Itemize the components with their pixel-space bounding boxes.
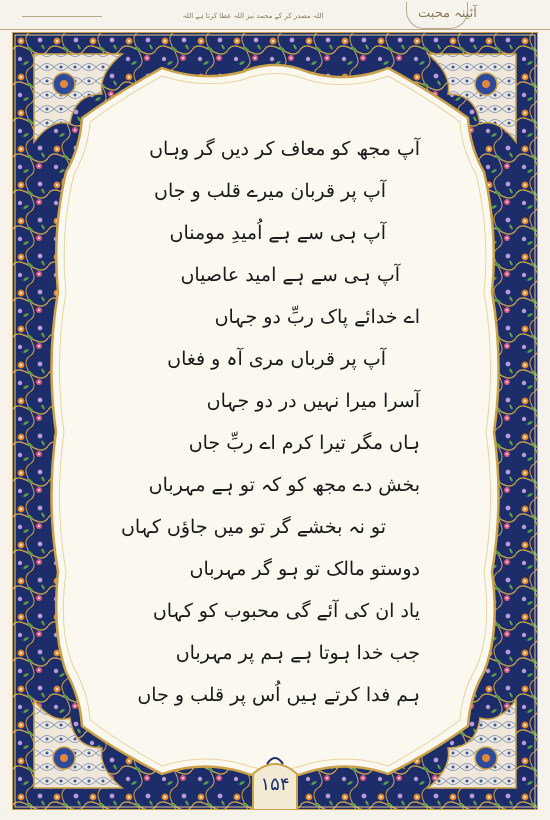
verse-line: تو نہ بخشے گر تو میں جاؤں کہاں — [120, 516, 386, 538]
verse-line: ہاں مگر تیرا کرم اے ربِّ جاں — [188, 432, 420, 454]
verse-line: یاد ان کی آئے گی محبوب کو کہاں — [152, 600, 420, 622]
verse-line: ہم فدا کرتے ہیں اُس پر قلب و جاں — [137, 684, 420, 706]
header-motto: اللہ مصدر کر کے محمد نیز اللہ عطا کرتا ہے اللہ — [182, 12, 324, 20]
verse-line: آپ ہی سے ہے اُمیدِ مومناں — [169, 222, 386, 244]
verse-line: آپ مجھ کو معاف کر دیں گر وہاں — [149, 138, 420, 160]
header-rule — [0, 29, 550, 30]
header-rule-left — [22, 16, 102, 17]
page-number: ۱۵۴ — [260, 773, 290, 795]
verse-line: آپ ہی سے ہے امید عاصیاں — [180, 264, 400, 286]
poem-text — [100, 128, 420, 716]
verse-line: اے خدائے پاک ربِّ دو جہاں — [214, 306, 420, 328]
verse-line: آپ پر قربان میرے قلب و جاں — [154, 180, 386, 202]
verse-line: آسرا میرا نہیں در دو جہاں — [206, 390, 420, 412]
verse-line: آپ پر قرباں مری آہ و فغاں — [167, 348, 386, 370]
book-title: آئینہ محبت — [418, 6, 477, 21]
verse-line: جب خدا ہوتا ہے ہم پر مہرباں — [175, 642, 420, 664]
verse-line: دوستو مالک تو ہو گر مہرباں — [189, 558, 420, 580]
page-header — [0, 0, 550, 30]
verse-line: بخش دے مجھ کو کہ تو ہے مہرباں — [148, 474, 420, 496]
